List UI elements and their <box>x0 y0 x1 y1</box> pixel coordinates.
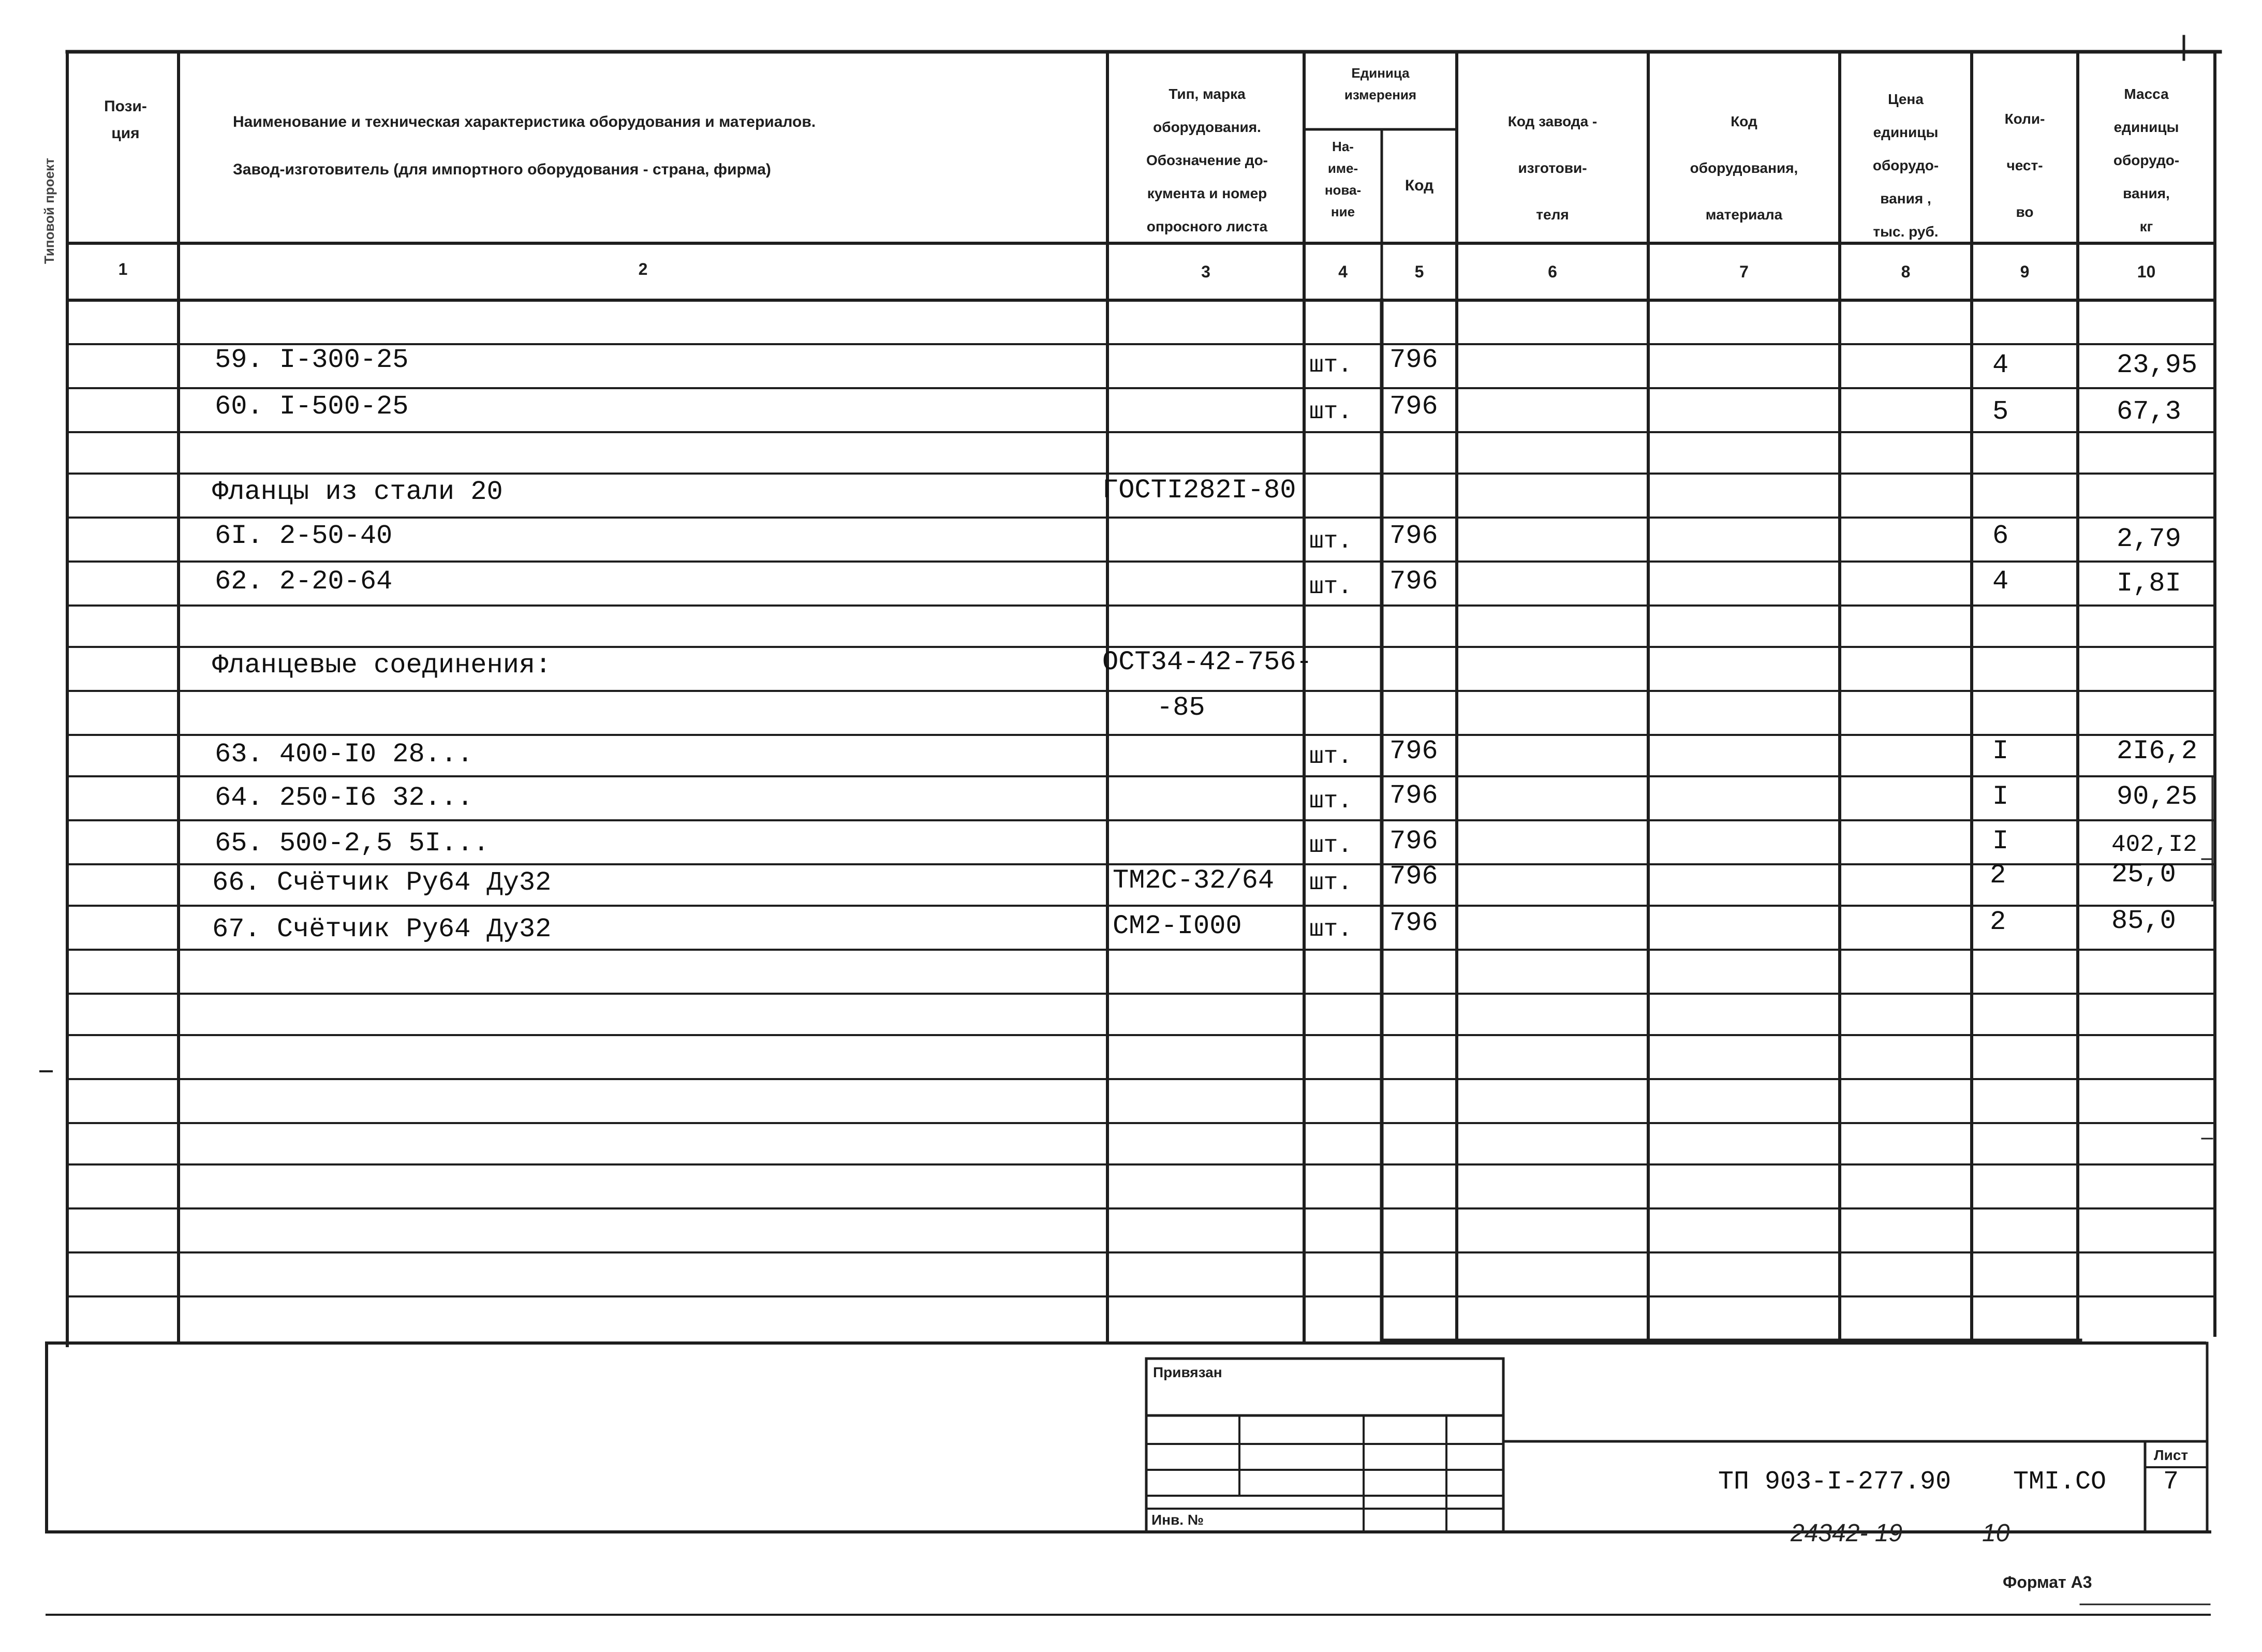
row-63-unit: шт. <box>1309 743 1352 770</box>
row-flange-joints-heading: Фланцевые соединения: <box>212 650 552 681</box>
header-position-l2: ция <box>111 125 140 142</box>
header-mass-l1: Масса <box>2124 86 2169 102</box>
row-61-code: 796 <box>1389 521 1438 551</box>
row-67-name: 67. Счётчик Ру64 Ду32 <box>212 914 552 945</box>
row-59-code: 796 <box>1389 345 1438 375</box>
row-67-mass: 85,0 <box>2111 906 2176 936</box>
header-mass <box>2080 78 2212 243</box>
row-59-qty: 4 <box>1992 350 2009 380</box>
header-equipment-code-l2: оборудования, <box>1690 160 1798 176</box>
header-unit-code-l1: Код <box>1404 177 1434 194</box>
header-maker-code-l3: теля <box>1536 207 1569 223</box>
row-62-name: 62. 2-20-64 <box>215 566 393 597</box>
header-type-l1: Тип, марка <box>1169 86 1246 102</box>
margin-label: Типовой проект <box>41 158 57 264</box>
row-66-mass: 25,0 <box>2111 859 2176 890</box>
row-65-name: 65. 500-2,5 5I... <box>215 828 490 859</box>
row-67-doc: СМ2-I000 <box>1113 911 1242 941</box>
header-quantity-l1: Коли- <box>2004 111 2045 127</box>
header-quantity-l3: во <box>2016 204 2034 220</box>
handwritten-inventory-number: 24342- 19 <box>1791 1520 1903 1547</box>
sheet-mark: ТМI.СО <box>2013 1467 2107 1497</box>
row-63-qty: I <box>1992 736 2009 766</box>
row-62-qty: 4 <box>1992 566 2009 597</box>
header-mass-l2: единицы <box>2113 119 2179 135</box>
row-65-qty: I <box>1992 826 2009 857</box>
header-price <box>1842 83 1969 248</box>
header-position-l1: Пози- <box>104 98 147 115</box>
row-67-code: 796 <box>1389 908 1438 938</box>
row-63-code: 796 <box>1389 736 1438 766</box>
column-number-3: 3 <box>1201 262 1210 281</box>
row-62-code: 796 <box>1389 566 1438 597</box>
row-64-code: 796 <box>1389 780 1438 811</box>
row-66-code: 796 <box>1389 861 1438 892</box>
inventory-label: Инв. № <box>1151 1512 1204 1528</box>
header-unit-group <box>1307 62 1454 106</box>
row-63-mass: 2I6,2 <box>2117 736 2198 766</box>
header-type-l4: кумента и номер <box>1147 185 1267 201</box>
row-59-name: 59. I-300-25 <box>215 345 409 375</box>
column-number-2: 2 <box>638 260 648 278</box>
row-65-unit: шт. <box>1309 832 1352 859</box>
row-66-name: 66. Счётчик Ру64 Ду32 <box>212 867 552 898</box>
header-price-l3: оборудо- <box>1872 157 1939 173</box>
header-price-l5: тыс. руб. <box>1873 224 1939 240</box>
row-64-name: 64. 250-I6 32... <box>215 783 474 813</box>
header-unit-group-l2: измерения <box>1344 87 1417 102</box>
row-60-unit: шт. <box>1309 399 1352 425</box>
header-quantity <box>1974 96 2075 235</box>
row-62-mass: I,8I <box>2117 568 2181 599</box>
header-type <box>1113 78 1302 243</box>
row-66-unit: шт. <box>1309 869 1352 896</box>
row-66-doc: ТМ2С-32/64 <box>1113 865 1275 896</box>
header-unit-name-l2: име- <box>1327 160 1358 176</box>
row-66-qty: 2 <box>1990 860 2006 891</box>
row-63-name: 63. 400-I0 28... <box>215 739 474 770</box>
header-mass-l5: кг <box>2139 218 2153 234</box>
row-flanges-heading: Фланцы из стали 20 <box>212 477 503 507</box>
header-price-l1: Цена <box>1888 91 1924 107</box>
header-mass-l3: оборудо- <box>2113 152 2180 168</box>
header-unit-name-l3: нова- <box>1324 182 1362 198</box>
header-type-l3: Обозначение до- <box>1146 152 1268 168</box>
row-flange-joints-doc-cont: -85 <box>1157 692 1205 723</box>
row-61-unit: шт. <box>1309 528 1352 555</box>
header-unit-name-l1: На- <box>1332 139 1354 154</box>
row-60-qty: 5 <box>1992 396 2009 427</box>
row-64-mass: 90,25 <box>2117 781 2198 812</box>
row-65-mass: 402,I2 <box>2111 831 2197 858</box>
header-type-l2: оборудования. <box>1153 119 1261 135</box>
column-number-5: 5 <box>1414 262 1424 281</box>
row-61-mass: 2,79 <box>2117 524 2181 554</box>
header-type-l5: опросного листа <box>1146 218 1268 234</box>
row-65-code: 796 <box>1389 826 1438 857</box>
header-equipment-code <box>1651 98 1837 238</box>
sheet-number: 7 <box>2163 1467 2179 1497</box>
header-equipment-code-l1: Код <box>1731 113 1757 129</box>
column-number-9: 9 <box>2020 262 2030 281</box>
row-67-qty: 2 <box>1990 907 2006 937</box>
header-price-l2: единицы <box>1873 124 1939 140</box>
row-flange-joints-doc: ОСТ34-42-756- <box>1102 647 1312 677</box>
column-number-8: 8 <box>1901 262 1911 281</box>
row-61-qty: 6 <box>1992 521 2009 551</box>
column-number-6: 6 <box>1548 262 1557 281</box>
header-position <box>78 93 173 147</box>
header-name-l2: Завод-изготовитель (для импортного оборудования - страна, фирма) <box>233 161 771 178</box>
row-59-mass: 23,95 <box>2117 350 2198 380</box>
header-price-l4: вания , <box>1880 190 1931 207</box>
row-60-code: 796 <box>1389 391 1438 422</box>
header-quantity-l2: чест- <box>2006 157 2043 173</box>
header-unit-name <box>1305 136 1381 223</box>
header-mass-l4: вания, <box>2123 185 2170 201</box>
header-equipment-code-l3: материала <box>1705 207 1783 223</box>
attached-label: Привязан <box>1153 1364 1222 1380</box>
header-maker-code-l1: Код завода - <box>1507 113 1598 129</box>
row-61-name: 6I. 2-50-40 <box>215 521 393 551</box>
row-60-mass: 67,3 <box>2117 396 2181 427</box>
header-name <box>233 98 1102 194</box>
column-number-10: 10 <box>2137 262 2156 281</box>
row-59-unit: шт. <box>1309 352 1352 379</box>
header-maker-code <box>1459 98 1646 238</box>
header-name-l1: Наименование и техническая характеристика оборудования и материалов. <box>233 113 816 130</box>
header-maker-code-l2: изготови- <box>1518 160 1587 176</box>
column-number-7: 7 <box>1739 262 1749 281</box>
document-code: ТП 903-I-277.90 <box>1718 1467 1951 1497</box>
column-number-1: 1 <box>118 260 128 278</box>
row-64-unit: шт. <box>1309 788 1352 815</box>
paper-format: Формат А3 <box>2003 1573 2092 1591</box>
column-number-4: 4 <box>1338 262 1348 281</box>
handwritten-page-number: 10 <box>1982 1520 2010 1547</box>
header-unit-name-l4: ние <box>1330 204 1355 219</box>
row-64-qty: I <box>1992 781 2009 812</box>
sheet-label: Лист <box>2154 1447 2189 1463</box>
header-unit-group-l1: Единица <box>1351 65 1410 81</box>
row-60-name: 60. I-500-25 <box>215 391 409 422</box>
row-67-unit: шт. <box>1309 916 1352 943</box>
row-62-unit: шт. <box>1309 573 1352 600</box>
header-unit-code <box>1383 171 1456 201</box>
row-flanges-doc: ГОСТI282I-80 <box>1102 475 1296 506</box>
